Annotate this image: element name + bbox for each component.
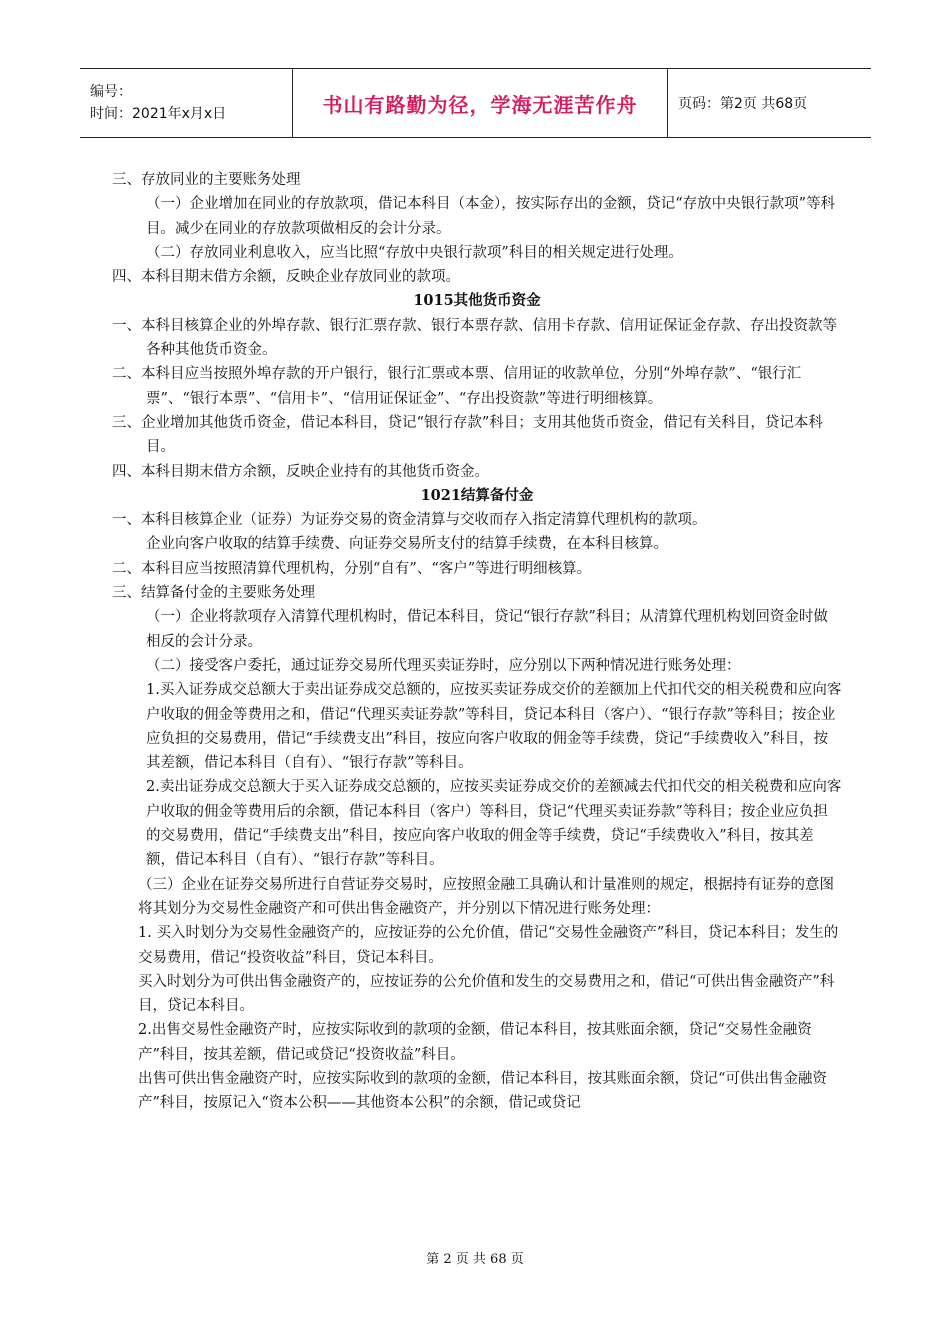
- header-motto-cell: [293, 69, 668, 137]
- number-label: 编号：: [90, 84, 132, 100]
- paragraph: 一、本科目核算企业的外埠存款、银行汇票存款、银行本票存款、信用卡存款、信用证保证金存款、存出投资款等各种其他货币资金。: [112, 317, 837, 359]
- document-body: [112, 168, 842, 1116]
- paragraph: 四、本科目期末借方余额，反映企业持有的其他货币资金。: [112, 463, 489, 480]
- section-heading: 1015其他货币资金: [413, 292, 541, 310]
- paragraph: 企业向客户收取的结算手续费、向证券交易所支付的结算手续费，在本科目核算。: [146, 536, 668, 553]
- paragraph: 2.出售交易性金融资产时，应按实际收到的款项的金额，借记本科目，按其账面余额，贷记“交易性金融资产”科目，按其差额，借记或贷记“投资收益”科目。: [138, 1022, 812, 1063]
- paragraph: （二）存放同业利息收入，应当比照“存放中央银行款项”科目的相关规定进行处理。: [146, 244, 683, 261]
- paragraph: （一）企业增加在同业的存放款项，借记本科目（本金），按实际存出的金额，贷记“存放中央银行款项”等科目。减少在同业的存放款项做相反的会计分录。: [146, 196, 836, 237]
- header-meta: [80, 69, 293, 137]
- paragraph: 1.买入证券成交总额大于卖出证券成交总额的，应按买卖证券成交价的差额加上代扣代交的相关税费和应向客户收取的佣金等费用之和，借记“代理买卖证券款”等科目，贷记本科目（客户）、“银行存款”等科目；按企业应负担的交易费用，借记“手续费支出”科目，按应向客户收取的佣金等手续费，贷记“手续费收入”科目，按其差额，借记本科目（自有）、“银行存款”等科目。: [146, 682, 842, 772]
- paragraph: 二、本科目应当按照清算代理机构，分别“自有”、“客户”等进行明细核算。: [112, 560, 592, 577]
- section-heading: 1021结算备付金: [420, 486, 534, 504]
- time-label: 时间：2021年x月x日: [90, 106, 227, 122]
- page-header: [80, 68, 871, 138]
- paragraph: 四、本科目期末借方余额，反映企业存放同业的款项。: [112, 269, 460, 286]
- paragraph: 出售可供出售金融资产时，应按实际收到的款项的金额，借记本科目，按其账面余额，贷记“可供出售金融资产”科目，按原记入“资本公积——其他资本公积”的余额，借记或贷记: [138, 1070, 827, 1112]
- paragraph: 三、存放同业的主要账务处理: [112, 172, 301, 188]
- motto: 书山有路勤为径，学海无涯苦作舟: [322, 92, 638, 117]
- paragraph: 2.卖出证券成交总额大于买入证券成交总额的，应按买卖证券成交价的差额减去代扣代交的相关税费和应向客户收取的佣金等费用后的余额，借记本科目（客户）等科目，贷记“代理买卖证券款”等科目；按企业应负担的交易费用，借记“手续费支出”科目，按应向客户收取的佣金等手续费，贷记“手续费收入”科目，按其差额，借记本科目（自有）、“银行存款”等科目。: [146, 779, 842, 869]
- paragraph: 三、企业增加其他货币资金，借记本科目，贷记“银行存款”科目；支用其他货币资金，借记有关科目，贷记本科目。: [112, 414, 823, 456]
- page-label: 页码：第2页 共68页: [678, 96, 808, 112]
- page-footer: 第 2 页 共 68 页: [426, 1252, 524, 1267]
- paragraph: （二）接受客户委托，通过证券交易所代理买卖证券时，应分别以下两种情况进行账务处理：: [146, 657, 741, 674]
- paragraph: （一）企业将款项存入清算代理机构时，借记本科目，贷记“银行存款”科目；从清算代理机构划回资金时做相反的会计分录。: [146, 609, 828, 650]
- paragraph: 一、本科目核算企业（证券）为证券交易的资金清算与交收而存入指定清算代理机构的款项。: [112, 512, 707, 529]
- paragraph: 1. 买入时划分为交易性金融资产的，应按证券的公允价值，借记“交易性金融资产”科目，贷记本科目；发生的交易费用，借记“投资收益”科目，贷记本科目。: [138, 925, 839, 966]
- paragraph: 买入时划分为可供出售金融资产的，应按证券的公允价值和发生的交易费用之和，借记“可供出售金融资产”科目，贷记本科目。: [138, 973, 835, 1015]
- paragraph: 二、本科目应当按照外埠存款的开户银行，银行汇票或本票、信用证的收款单位，分别“外埠存款”、“银行汇票”、“银行本票”、“信用卡”、“信用证保证金”、“存出投资款”等进行明细核算。: [112, 366, 802, 407]
- paragraph: 三、结算备付金的主要账务处理: [112, 585, 315, 602]
- paragraph: （三）企业在证券交易所进行自营证券交易时，应按照金融工具确认和计量准则的规定，根据持有证券的意图将其划分为交易性金融资产和可供出售金融资产，并分别以下情况进行账务处理：: [138, 876, 834, 917]
- header-page-cell: [668, 69, 871, 137]
